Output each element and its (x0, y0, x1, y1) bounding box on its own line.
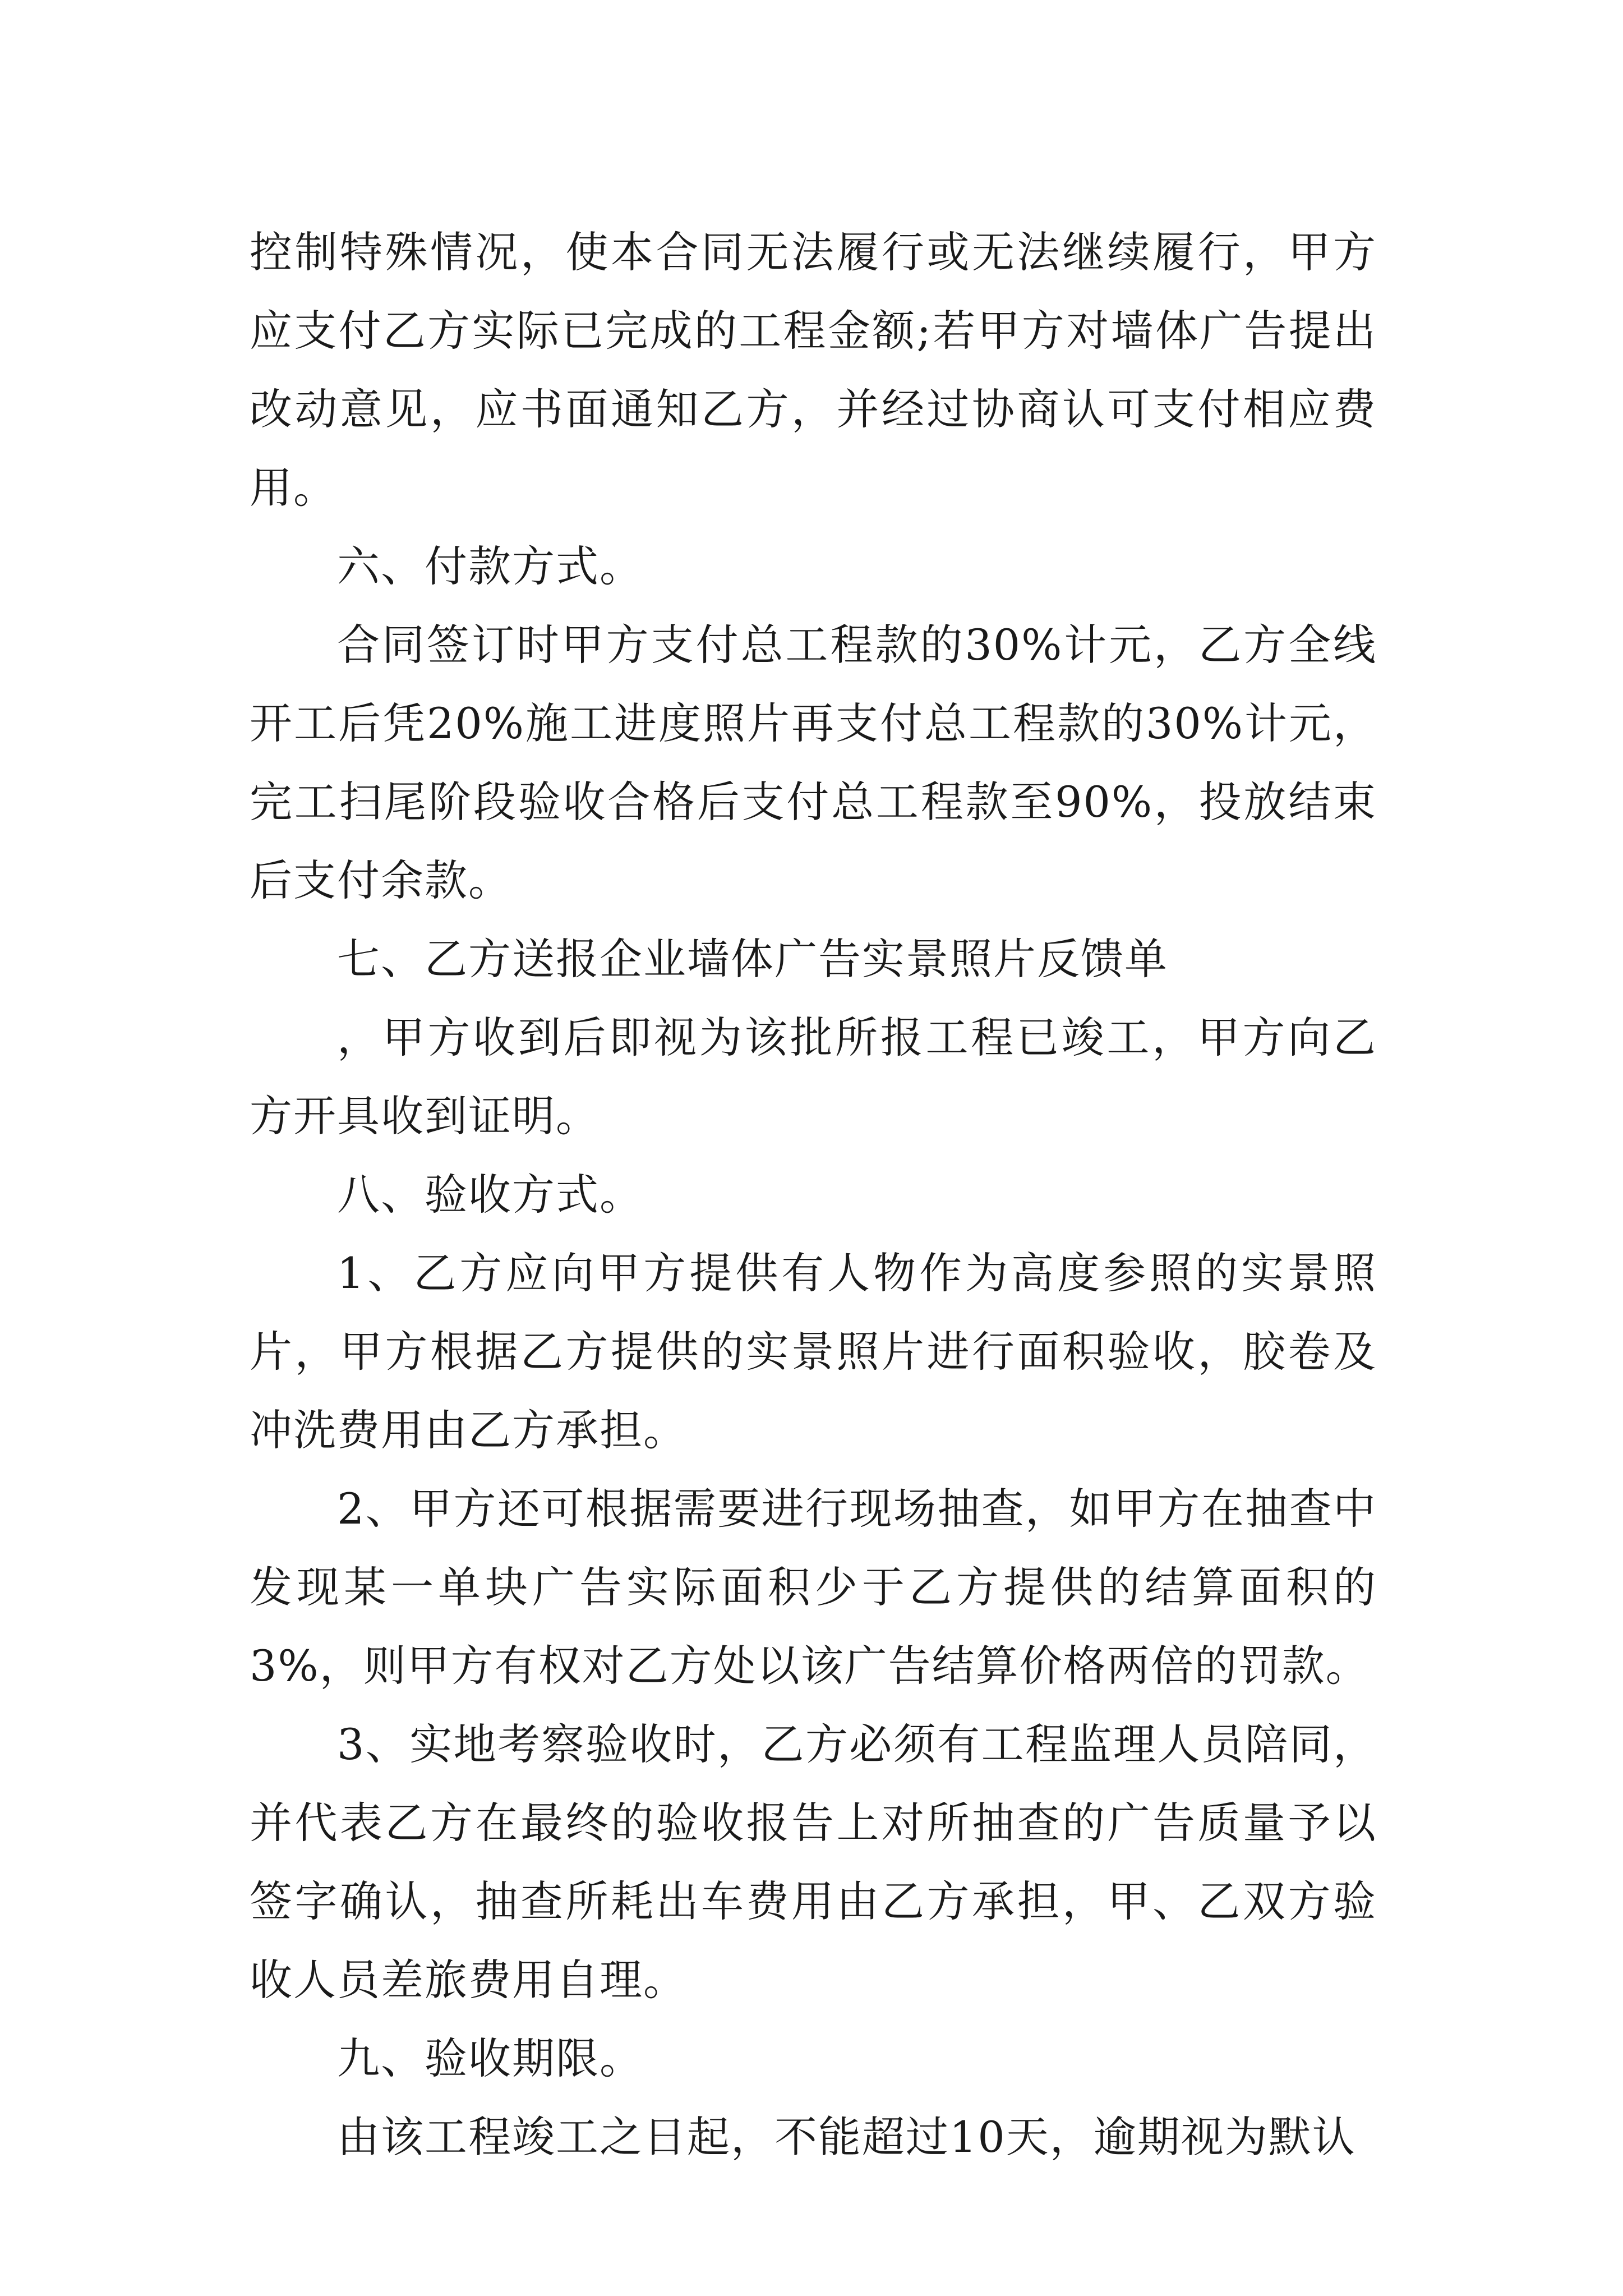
paragraph-acceptance-item-3: 3、实地考察验收时，乙方必须有工程监理人员陪同，并代表乙方在最终的验收报告上对所抽查的广告质量予以签字确认，抽查所耗出车费用由乙方承担，甲、乙双方验收人员差旅费用自理。 (250, 1719, 1377, 2005)
paragraph-acceptance-item-2: 2、甲方还可根据需要进行现场抽查，如甲方在抽查中发现某一单块广告实际面积少于乙方提供的结算面积的3%，则甲方有权对乙方处以该广告结算价格两倍的罚款。 (250, 1484, 1377, 1691)
heading-acceptance-method: 八、验收方式。 (337, 1170, 643, 1220)
paragraph-payment-terms: 合同签订时甲方支付总工程款的30%计元，乙方全线开工后凭20%施工进度照片再支付总工程款的30%计元，完工扫尾阶段验收合格后支付总工程款至90%，投放结束后支付余款。 (250, 620, 1377, 905)
document-body (250, 213, 1377, 2177)
heading-acceptance-deadline: 九、验收期限。 (337, 2033, 643, 2083)
paragraph-acceptance-item-1: 1、乙方应向甲方提供有人物作为高度参照的实景照片，甲方根据乙方提供的实景照片进行面积验收，胶卷及冲洗费用由乙方承担。 (250, 1248, 1377, 1455)
heading-payment-method: 六、付款方式。 (337, 541, 643, 591)
heading-photo-feedback: 七、乙方送报企业墙体广告实景照片反馈单 (337, 934, 1168, 984)
paragraph-completion-receipt: ，甲方收到后即视为该批所报工程已竣工，甲方向乙方开具收到证明。 (250, 1013, 1377, 1141)
paragraph-force-majeure-continued: 控制特殊情况，使本合同无法履行或无法继续履行，甲方应支付乙方实际已完成的工程金额;若甲方对墙体广告提出改动意见，应书面通知乙方，并经过协商认可支付相应费用。 (250, 227, 1377, 513)
paragraph-acceptance-deadline: 由该工程竣工之日起，不能超过10天，逾期视为默认 (337, 2112, 1356, 2162)
